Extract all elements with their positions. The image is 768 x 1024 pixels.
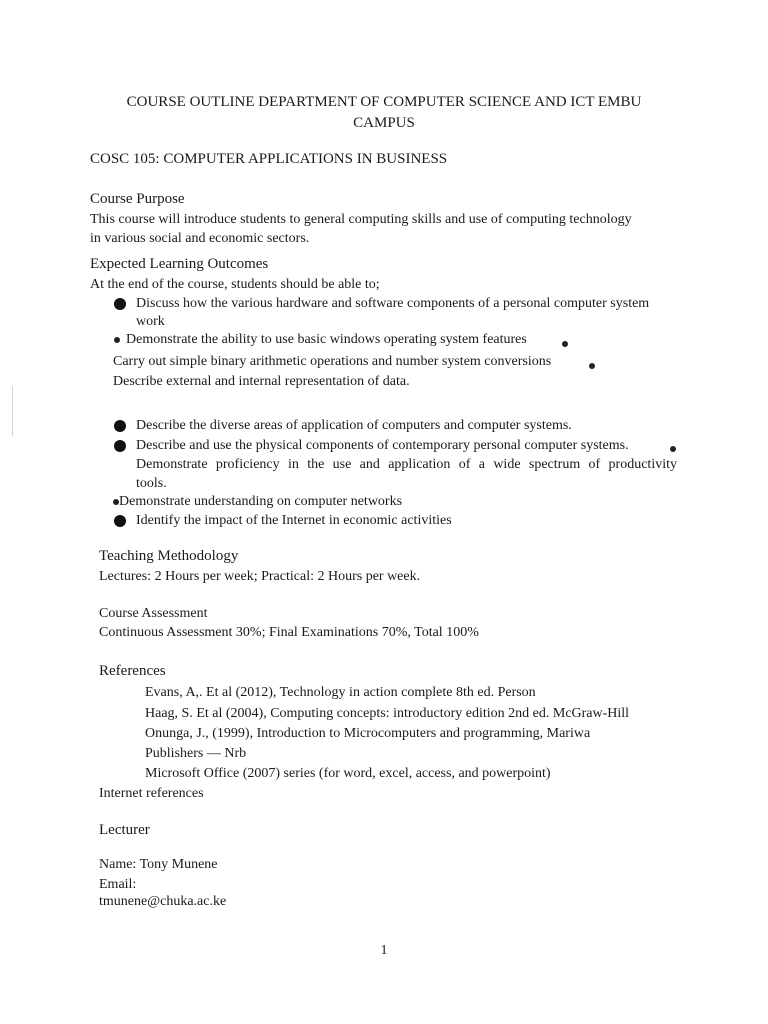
- reference-4: Microsoft Office (2007) series (for word, excel, access, and powerpoint): [145, 766, 551, 781]
- outcome-item-7-line1: Demonstrate proficiency in the use and application of a wide spectrum of productivity: [136, 457, 677, 472]
- course-assessment-text: Continuous Assessment 30%; Final Examinations 70%, Total 100%: [99, 625, 479, 640]
- page-number: 1: [380, 943, 388, 958]
- lecturer-email-label: Email:: [99, 877, 137, 892]
- bullet-icon: [114, 515, 126, 527]
- reference-3-line2: Publishers — Nrb: [145, 746, 247, 761]
- bullet-icon: [114, 420, 126, 432]
- bullet-icon: [114, 298, 126, 310]
- outcome-item-6: Describe and use the physical components of contemporary personal computer systems.: [136, 438, 629, 453]
- reference-3-line1: Onunga, J., (1999), Introduction to Microcomputers and programming, Mariwa: [145, 726, 591, 741]
- course-code-title: COSC 105: COMPUTER APPLICATIONS IN BUSINESS: [90, 151, 448, 167]
- outcome-item-1-line2: work: [136, 314, 165, 329]
- outcome-item-4: Describe external and internal representation of data.: [113, 374, 410, 389]
- lecturer-email: tmunene@chuka.ac.ke: [99, 894, 227, 909]
- bullet-icon: [114, 440, 126, 452]
- teaching-methodology-heading: Teaching Methodology: [99, 548, 239, 564]
- outcome-item-2: Demonstrate the ability to use basic windows operating system features: [126, 332, 527, 347]
- bullet-icon: [670, 446, 676, 452]
- outcome-item-7-line2: tools.: [136, 476, 167, 491]
- bullet-icon: [562, 341, 568, 347]
- bullet-icon: [114, 337, 120, 343]
- bullet-icon: [589, 363, 595, 369]
- lecturer-name: Name: Tony Munene: [99, 857, 218, 872]
- course-purpose-text-line1: This course will introduce students to general computing skills and use of computing technology: [90, 212, 632, 227]
- teaching-methodology-text: Lectures: 2 Hours per week; Practical: 2 Hours per week.: [99, 569, 421, 584]
- references-heading: References: [99, 663, 166, 679]
- course-assessment-heading: Course Assessment: [99, 606, 208, 621]
- learning-outcomes-heading: Expected Learning Outcomes: [90, 256, 269, 272]
- internet-references: Internet references: [99, 786, 204, 801]
- outcome-item-8: Demonstrate understanding on computer networks: [119, 494, 403, 509]
- course-purpose-text-line2: in various social and economic sectors.: [90, 231, 310, 246]
- reference-2: Haag, S. Et al (2004), Computing concepts: introductory edition 2nd ed. McGraw-Hill: [145, 706, 630, 721]
- document-title-line2: CAMPUS: [353, 115, 415, 131]
- outcome-item-1-line1: Discuss how the various hardware and software components of a personal computer system: [136, 296, 650, 311]
- outcome-item-9: Identify the impact of the Internet in economic activities: [136, 513, 452, 528]
- course-purpose-heading: Course Purpose: [90, 191, 185, 207]
- lecturer-heading: Lecturer: [99, 822, 150, 838]
- outcome-item-3: Carry out simple binary arithmetic operations and number system conversions: [113, 354, 552, 369]
- learning-outcomes-intro: At the end of the course, students should be able to;: [90, 277, 380, 292]
- outcome-item-5: Describe the diverse areas of application of computers and computer systems.: [136, 418, 572, 433]
- document-title-line1: COURSE OUTLINE DEPARTMENT OF COMPUTER SCIENCE AND ICT EMBU: [126, 94, 642, 110]
- reference-1: Evans, A,. Et al (2012), Technology in action complete 8th ed. Person: [145, 685, 536, 700]
- scan-edge-mark: [12, 386, 13, 436]
